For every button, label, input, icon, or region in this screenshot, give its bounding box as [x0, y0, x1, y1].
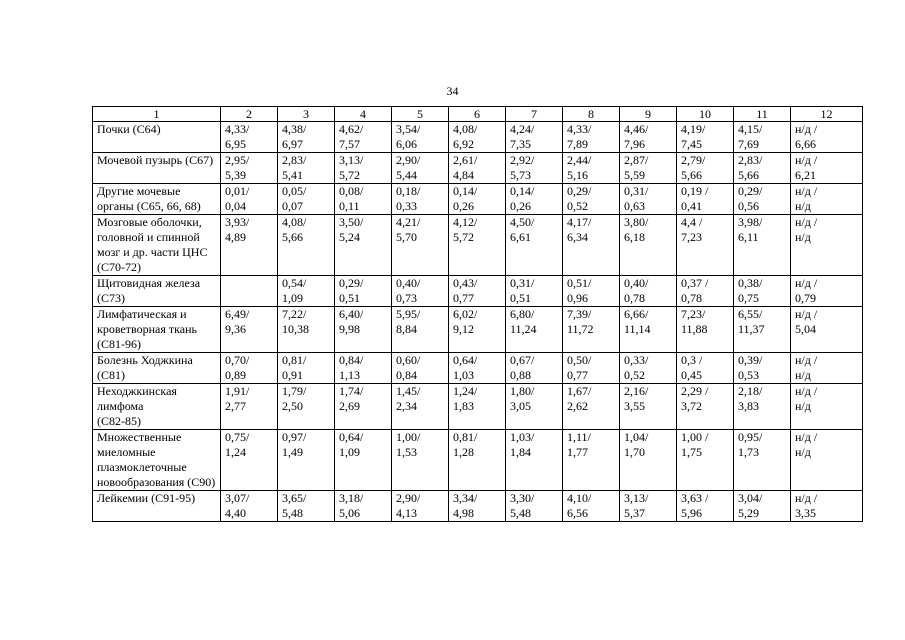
table-cell: 0,50/ 0,77	[563, 353, 620, 384]
table-cell: 4,17/ 6,34	[563, 215, 620, 276]
table-cell: 0,54/ 1,09	[278, 276, 335, 307]
table-cell: 2,79/ 5,66	[677, 153, 734, 184]
table-cell: 4,19/ 7,45	[677, 122, 734, 153]
table-cell: н/д / 6,66	[791, 122, 863, 153]
table-cell: н/д / 5,04	[791, 307, 863, 353]
table-cell: 1,00 / 1,75	[677, 430, 734, 491]
row-label: Лейкемии (С91-95)	[93, 491, 221, 522]
table-cell: 1,67/ 2,62	[563, 384, 620, 430]
table-cell: 6,49/ 9,36	[221, 307, 278, 353]
table-cell: 0,81/ 0,91	[278, 353, 335, 384]
column-header: 7	[506, 107, 563, 122]
table-cell: 3,80/ 6,18	[620, 215, 677, 276]
table-cell: 7,39/ 11,72	[563, 307, 620, 353]
table-cell: 0,14/ 0,26	[449, 184, 506, 215]
table-cell: 4,21/ 5,70	[392, 215, 449, 276]
column-header: 3	[278, 107, 335, 122]
table-cell: н/д / 6,21	[791, 153, 863, 184]
table-cell: 2,16/ 3,55	[620, 384, 677, 430]
column-header: 10	[677, 107, 734, 122]
table-cell: 3,98/ 6,11	[734, 215, 791, 276]
table-cell: 0,05/ 0,07	[278, 184, 335, 215]
table-cell: 4,33/ 7,89	[563, 122, 620, 153]
table-cell: 3,18/ 5,06	[335, 491, 392, 522]
table-cell: 0,81/ 1,28	[449, 430, 506, 491]
table-cell: н/д / н/д	[791, 430, 863, 491]
table-cell	[221, 276, 278, 307]
table-cell: 3,07/ 4,40	[221, 491, 278, 522]
table-cell: 0,40/ 0,73	[392, 276, 449, 307]
table-row	[93, 276, 863, 307]
table-cell: 7,23/ 11,88	[677, 307, 734, 353]
table-cell: 2,29 / 3,72	[677, 384, 734, 430]
column-header: 8	[563, 107, 620, 122]
table-cell: 6,40/ 9,98	[335, 307, 392, 353]
table-cell: 3,63 / 5,96	[677, 491, 734, 522]
table-cell: 6,66/ 11,14	[620, 307, 677, 353]
table-cell: 2,83/ 5,41	[278, 153, 335, 184]
table-cell: 0,37 / 0,78	[677, 276, 734, 307]
table-cell: 4,50/ 6,61	[506, 215, 563, 276]
table-cell: 3,30/ 5,48	[506, 491, 563, 522]
column-header: 11	[734, 107, 791, 122]
table-cell: 0,40/ 0,78	[620, 276, 677, 307]
table-cell: 0,19 / 0,41	[677, 184, 734, 215]
table-body	[93, 107, 863, 522]
table-cell: 4,62/ 7,57	[335, 122, 392, 153]
row-label: Множественные миеломные плазмоклеточные новообразования (С90)	[93, 430, 221, 491]
table-cell: 0,43/ 0,77	[449, 276, 506, 307]
table-cell: 1,11/ 1,77	[563, 430, 620, 491]
table-cell: 1,80/ 3,05	[506, 384, 563, 430]
table-cell: 2,90/ 5,44	[392, 153, 449, 184]
table-cell: 1,04/ 1,70	[620, 430, 677, 491]
table-cell: 4,38/ 6,97	[278, 122, 335, 153]
table-cell: 2,95/ 5,39	[221, 153, 278, 184]
table-cell: 4,15/ 7,69	[734, 122, 791, 153]
table-cell: 0,14/ 0,26	[506, 184, 563, 215]
table-row	[93, 122, 863, 153]
table-cell: 4,4 / 7,23	[677, 215, 734, 276]
table-cell: 0,29/ 0,56	[734, 184, 791, 215]
table-cell: 0,39/ 0,53	[734, 353, 791, 384]
column-header: 2	[221, 107, 278, 122]
row-label: Щитовидная железа (С73)	[93, 276, 221, 307]
table-row	[93, 184, 863, 215]
table-cell: 0,3 / 0,45	[677, 353, 734, 384]
table-cell: 3,04/ 5,29	[734, 491, 791, 522]
row-label: Лимфатическая и кроветворная ткань (С81-96)	[93, 307, 221, 353]
table-cell: 0,08/ 0,11	[335, 184, 392, 215]
table-cell: 2,87/ 5,59	[620, 153, 677, 184]
column-header: 12	[791, 107, 863, 122]
table-cell: 1,00/ 1,53	[392, 430, 449, 491]
table-row	[93, 430, 863, 491]
table-cell: 0,29/ 0,51	[335, 276, 392, 307]
table-cell: 0,60/ 0,84	[392, 353, 449, 384]
table-row	[93, 384, 863, 430]
table-row	[93, 491, 863, 522]
table-cell: 4,12/ 5,72	[449, 215, 506, 276]
table-cell: н/д / 0,79	[791, 276, 863, 307]
table-cell: 2,92/ 5,73	[506, 153, 563, 184]
table-cell: 4,08/ 6,92	[449, 122, 506, 153]
table-cell: 0,01/ 0,04	[221, 184, 278, 215]
column-header: 1	[93, 107, 221, 122]
table-cell: 3,13/ 5,72	[335, 153, 392, 184]
statistics-table	[92, 106, 863, 522]
table-cell: н/д / н/д	[791, 384, 863, 430]
table-cell: 1,74/ 2,69	[335, 384, 392, 430]
table-cell: 0,97/ 1,49	[278, 430, 335, 491]
row-label: Болезнь Ходжкина (С81)	[93, 353, 221, 384]
table-cell: 4,08/ 5,66	[278, 215, 335, 276]
column-header: 4	[335, 107, 392, 122]
table-cell: 3,34/ 4,98	[449, 491, 506, 522]
table-cell: 0,31/ 0,63	[620, 184, 677, 215]
table-cell: н/д / 3,35	[791, 491, 863, 522]
table-cell: н/д / н/д	[791, 215, 863, 276]
table-row	[93, 307, 863, 353]
table-cell: 1,03/ 1,84	[506, 430, 563, 491]
table-cell: 3,93/ 4,89	[221, 215, 278, 276]
table-cell: 6,80/ 11,24	[506, 307, 563, 353]
table-cell: 3,65/ 5,48	[278, 491, 335, 522]
table-row	[93, 215, 863, 276]
table-cell: 4,33/ 6,95	[221, 122, 278, 153]
column-header: 9	[620, 107, 677, 122]
table-cell: 0,18/ 0,33	[392, 184, 449, 215]
table-cell: 3,13/ 5,37	[620, 491, 677, 522]
table-cell: 1,24/ 1,83	[449, 384, 506, 430]
row-label: Мозговые оболочки, головной и спинной мозг и др. части ЦНС (С70-72)	[93, 215, 221, 276]
table-cell: 2,18/ 3,83	[734, 384, 791, 430]
column-header: 5	[392, 107, 449, 122]
table-cell: 1,79/ 2,50	[278, 384, 335, 430]
table-cell: 2,90/ 4,13	[392, 491, 449, 522]
table-cell: 0,64/ 1,03	[449, 353, 506, 384]
row-label: Почки (С64)	[93, 122, 221, 153]
table-cell: 0,29/ 0,52	[563, 184, 620, 215]
table-cell: 0,38/ 0,75	[734, 276, 791, 307]
page-number: 34	[446, 84, 459, 98]
row-label: Другие мочевые органы (С65, 66, 68)	[93, 184, 221, 215]
table-cell: 0,95/ 1,73	[734, 430, 791, 491]
table-cell: 5,95/ 8,84	[392, 307, 449, 353]
table-cell: 6,55/ 11,37	[734, 307, 791, 353]
row-label: Мочевой пузырь (С67)	[93, 153, 221, 184]
table-cell: 2,44/ 5,16	[563, 153, 620, 184]
table-cell: 0,84/ 1,13	[335, 353, 392, 384]
table-cell: 4,46/ 7,96	[620, 122, 677, 153]
table-header-row	[93, 107, 863, 122]
table-cell: 1,45/ 2,34	[392, 384, 449, 430]
table-cell: 4,10/ 6,56	[563, 491, 620, 522]
table-cell: 0,31/ 0,51	[506, 276, 563, 307]
table-cell: 3,54/ 6,06	[392, 122, 449, 153]
table-cell: н/д / н/д	[791, 184, 863, 215]
table-cell: 0,75/ 1,24	[221, 430, 278, 491]
table-cell: 3,50/ 5,24	[335, 215, 392, 276]
table-cell: н/д / н/д	[791, 353, 863, 384]
table-cell: 4,24/ 7,35	[506, 122, 563, 153]
table-row	[93, 153, 863, 184]
column-header: 6	[449, 107, 506, 122]
table-cell: 7,22/ 10,38	[278, 307, 335, 353]
table-cell: 0,51/ 0,96	[563, 276, 620, 307]
table-cell: 6,02/ 9,12	[449, 307, 506, 353]
table-cell: 2,83/ 5,66	[734, 153, 791, 184]
table-cell: 1,91/ 2,77	[221, 384, 278, 430]
row-label: Неходжкинская лимфома (С82-85)	[93, 384, 221, 430]
table-cell: 0,70/ 0,89	[221, 353, 278, 384]
table-cell: 0,67/ 0,88	[506, 353, 563, 384]
table-cell: 2,61/ 4,84	[449, 153, 506, 184]
table-cell: 0,64/ 1,09	[335, 430, 392, 491]
table-row	[93, 353, 863, 384]
table-cell: 0,33/ 0,52	[620, 353, 677, 384]
